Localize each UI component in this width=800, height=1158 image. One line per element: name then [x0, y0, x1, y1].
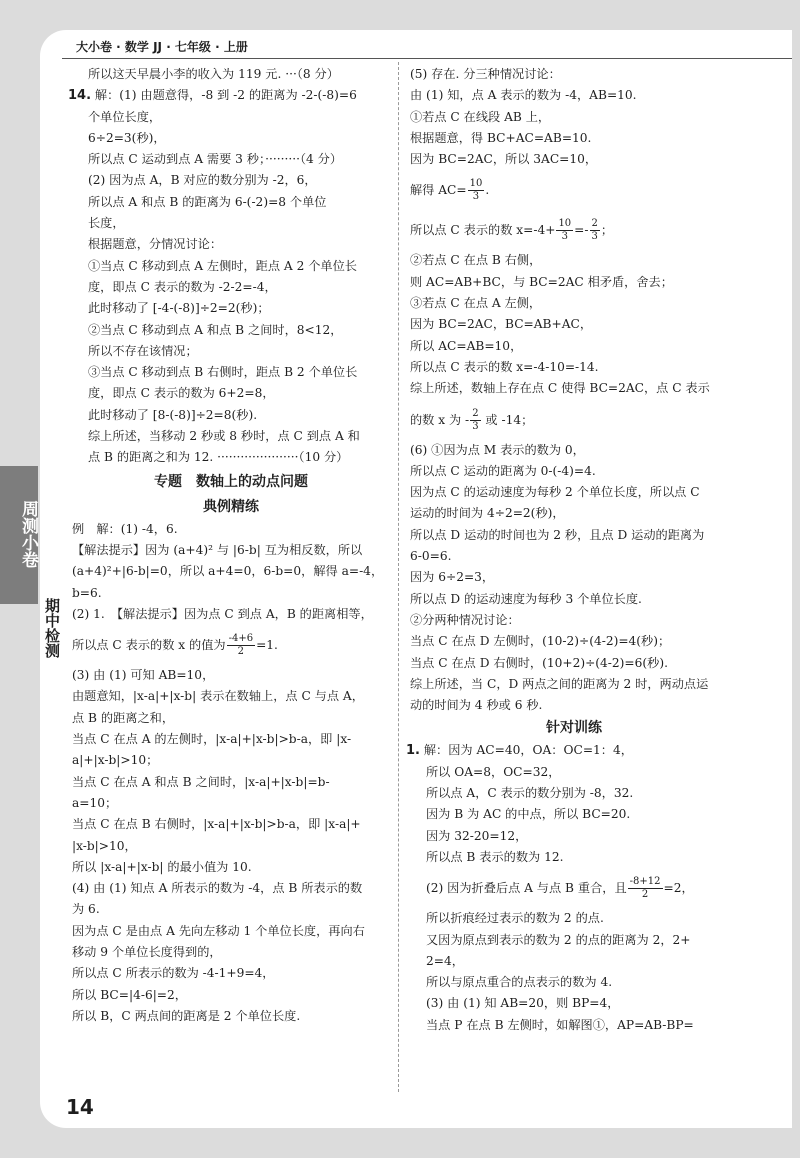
- fraction: [470, 408, 480, 433]
- text-line: (2) 1. 【解法提示】因为点 C 到点 A，B 的距离相等，: [72, 606, 373, 621]
- text-line: 点 B 的距离之和，: [72, 710, 175, 725]
- text-line: 此时移动了 [-4-(-8)]÷2=2(秒)；: [88, 301, 270, 316]
- section-heading: 典例精练: [203, 498, 259, 515]
- fraction: [628, 876, 663, 901]
- text-span: 解得 AC=: [410, 183, 467, 198]
- text-line: 所以点 B 表示的数为 12.: [426, 849, 564, 864]
- text-line: 由 (1) 知，点 A 表示的数为 -4，AB=10.: [410, 88, 637, 103]
- text-line: (a+4)²+|6-b|=0，所以 a+4=0，6-b=0，解得 a=-4，: [72, 564, 384, 579]
- text-line: 当点 C 在点 A 和点 B 之间时，|x-a|+|x-b|=b-: [72, 774, 330, 789]
- side-tab-label: 周测小卷: [18, 500, 38, 568]
- text-line: ①若点 C 在线段 AB 上，: [410, 109, 551, 124]
- text-line: 所以点 C 运动的距离为 0-(-4)=4.: [410, 463, 596, 478]
- fraction-numerator: -8+12: [629, 876, 661, 888]
- text-line: 长度，: [88, 216, 125, 231]
- text-line-fraction: [406, 400, 742, 440]
- text-span: .: [485, 183, 490, 198]
- text-line: 综上所述，当移动 2 秒或 8 秒时，点 C 到点 A 和: [88, 429, 360, 444]
- fraction-denominator: 2: [237, 646, 244, 658]
- text-line: 当点 C 在点 A 的左侧时，|x-a|+|x-b|>b-a，即 |x-: [72, 732, 352, 747]
- text-line: 所以点 D 的运动速度为每秒 3 个单位长度.: [410, 591, 642, 606]
- fraction-numerator: -4+6: [228, 633, 254, 645]
- question-number: 14.: [68, 88, 92, 104]
- side-label-midterm: 期中检测: [43, 598, 61, 658]
- text-span: =2，: [663, 881, 694, 896]
- text-line: (4) 由 (1) 知点 A 所表示的数为 -4，点 B 所表示的数: [72, 881, 363, 896]
- text-line: 所以 AC=AB=10，: [410, 338, 523, 353]
- text-line: 运动的时间为 4÷2=2(秒)，: [410, 506, 565, 521]
- text-line: 2=4，: [426, 953, 464, 968]
- running-header: 大小卷 · 数学 JJ · 七年级 · 上册: [76, 40, 248, 54]
- text-line: ①当点 C 移动到点 A 左侧时，距点 A 2 个单位长: [88, 258, 357, 273]
- text-span: (2) 因为折叠后点 A 与点 B 重合，且: [426, 881, 627, 896]
- fraction: [468, 178, 485, 203]
- text-line: 因为 BC=2AC，BC=AB+AC，: [410, 317, 593, 332]
- text-span: 解：因为 AC=40，OA：OC=1：4，: [419, 743, 633, 758]
- text-line: 因为 BC=2AC，所以 3AC=10，: [410, 152, 598, 167]
- text-line: 个单位长度，: [88, 109, 162, 124]
- text-line: ③若点 C 在点 A 左侧，: [410, 296, 542, 311]
- fraction: [227, 633, 255, 658]
- text-line: 度，即点 C 表示的数为 6+2=8，: [88, 386, 275, 401]
- text-line-fraction: [406, 170, 742, 210]
- text-line: 此时移动了 [8-(-8)]÷2=8(秒).: [88, 407, 258, 422]
- fraction-numerator: 2: [472, 407, 479, 419]
- text-line: 当点 P 在点 B 左侧时，如解图①，AP=AB-BP=: [426, 1017, 694, 1032]
- text-line: 当点 C 在点 D 左侧时，(10-2)÷(4-2)=4(秒)；: [410, 634, 671, 649]
- text-line: (2) 因为点 A，B 对应的数分别为 -2，6，: [88, 173, 317, 188]
- text-line: 所以点 C 所表示的数为 -4-1+9=4，: [72, 966, 275, 981]
- text-span: 所以点 C 表示的数 x 的值为: [72, 638, 226, 653]
- fraction-numerator: 10: [558, 218, 572, 230]
- fraction-numerator: 10: [469, 178, 483, 190]
- left-column: [68, 64, 394, 1027]
- text-line: 当点 C 在点 D 右侧时，(10+2)÷(4-2)=6(秒).: [410, 655, 668, 670]
- text-line: 所以不存在该情况；: [88, 343, 198, 358]
- fraction-denominator: 3: [472, 420, 479, 432]
- text-line: 根据题意，分情况讨论：: [88, 237, 223, 252]
- text-line: 所以 |x-a|+|x-b| 的最小值为 10.: [72, 859, 252, 874]
- text-line: 所以 BC=|4-6|=2，: [72, 987, 187, 1002]
- text-line-fraction: [406, 210, 742, 250]
- text-line: b=6.: [72, 585, 102, 600]
- text-line: 综上所述，当 C，D 两点之间的距离为 2 时，两动点运: [410, 676, 709, 691]
- text-line: 点 B 的距离之和为 12. ·····················（10 分）: [88, 450, 349, 465]
- column-divider: [398, 62, 399, 1092]
- text-line: (5) 存在. 分三种情况讨论：: [410, 67, 561, 81]
- text-line: 综上所述，数轴上存在点 C 使得 BC=2AC，点 C 表示: [410, 381, 710, 396]
- text-line: ③当点 C 移动到点 B 右侧时，距点 B 2 个单位长: [88, 365, 358, 380]
- text-line: 由题意知，|x-a|+|x-b| 表示在数轴上，点 C 与点 A，: [72, 689, 364, 704]
- fraction-numerator: 2: [591, 218, 598, 230]
- text-span: 所以点 C 表示的数 x=-4+: [410, 223, 556, 238]
- text-span: 的数 x 为 -: [410, 412, 470, 427]
- text-line: 所以点 C 表示的数 x=-4-10=-14.: [410, 359, 599, 374]
- side-tab[interactable]: [0, 466, 38, 604]
- section-heading: 针对训练: [546, 720, 602, 737]
- text-line: 所以点 A 和点 B 的距离为 6-(-2)=8 个单位: [88, 194, 327, 209]
- text-line: ②当点 C 移动到点 A 和点 B 之间时，8<12，: [88, 322, 343, 337]
- text-line-fraction: [68, 625, 394, 665]
- text-line: ②分两种情况讨论：: [410, 612, 520, 627]
- text-span: =-: [574, 223, 589, 238]
- topic-heading: 专题 数轴上的动点问题: [154, 473, 308, 490]
- text-line: a=10；: [72, 795, 118, 810]
- text-line: 因为 B 为 AC 的中点，所以 BC=20.: [426, 807, 631, 822]
- header-rule: [62, 58, 792, 59]
- text-line: 所以 OA=8，OC=32，: [426, 764, 561, 779]
- text-line: 因为点 C 是由点 A 先向左移动 1 个单位长度，再向右: [72, 923, 365, 938]
- fraction-denominator: 2: [641, 889, 649, 901]
- text-line: 动的时间为 4 秒或 6 秒.: [410, 698, 543, 713]
- text-line: 根据题意，得 BC+AC=AB=10.: [410, 130, 592, 145]
- text-line: 所以这天早晨小李的收入为 119 元. ···（8 分）: [88, 67, 339, 81]
- text-line: 6-0=6.: [410, 549, 452, 564]
- fraction: [556, 218, 573, 243]
- text-line: 则 AC=AB+BC，与 BC=2AC 相矛盾，舍去；: [410, 274, 673, 289]
- text-line: 所以点 A，C 表示的数分别为 -8，32.: [426, 786, 634, 801]
- text-line: 【解法提示】因为 (a+4)² 与 |6-b| 互为相反数，所以: [72, 542, 363, 557]
- text-span: ；: [600, 223, 614, 238]
- text-line: ②若点 C 在点 B 右侧，: [410, 253, 542, 268]
- text-span: =1.: [256, 638, 278, 653]
- fraction-denominator: 3: [561, 231, 568, 243]
- text-line: 所以点 D 运动的时间也为 2 秒，且点 D 运动的距离为: [410, 527, 705, 542]
- text-line: [68, 85, 394, 106]
- text-line: 所以 B，C 两点间的距离是 2 个单位长度.: [72, 1008, 301, 1023]
- text-line: 因为点 C 的运动速度为每秒 2 个单位长度，所以点 C: [410, 485, 700, 500]
- text-line: (3) 由 (1) 知 AB=20，则 BP=4，: [426, 996, 620, 1011]
- text-line: 当点 C 在点 B 右侧时，|x-a|+|x-b|>b-a，即 |x-a|+: [72, 817, 361, 832]
- text-line: 6÷2=3(秒)，: [88, 130, 166, 145]
- text-line: (3) 由 (1) 可知 AB=10，: [72, 668, 215, 683]
- text-line: 又因为原点到表示的数为 2 的点的距离为 2，2+: [426, 932, 691, 947]
- text-line: 所以与原点重合的点表示的数为 4.: [426, 975, 613, 990]
- fraction: [590, 218, 600, 243]
- text-line: 所以折痕经过表示的数为 2 的点.: [426, 911, 604, 926]
- text-line: 例 解：(1) -4，6.: [72, 521, 178, 536]
- page-number: 14: [66, 1095, 94, 1119]
- text-span: 解：(1) 由题意得，-8 到 -2 的距离为 -2-(-8)=6: [91, 88, 357, 103]
- text-line: 为 6.: [72, 902, 100, 917]
- text-line: 移动 9 个单位长度得到的，: [72, 944, 222, 959]
- text-line: [406, 740, 742, 761]
- text-line: (6) ①因为点 M 表示的数为 0，: [410, 442, 585, 457]
- fraction-denominator: 3: [591, 231, 598, 243]
- question-number: 1.: [406, 743, 420, 759]
- text-line: 所以点 C 运动到点 A 需要 3 秒；·········（4 分）: [88, 152, 343, 167]
- fraction-denominator: 3: [472, 191, 480, 203]
- text-line: |x-b|>10，: [72, 838, 137, 853]
- text-span: 或 -14；: [481, 412, 534, 427]
- text-line: 度，即点 C 表示的数为 -2-2=-4，: [88, 279, 277, 294]
- text-line: 因为 6÷2=3，: [410, 570, 495, 585]
- text-line-fraction: [406, 868, 742, 908]
- right-column: [406, 64, 742, 1036]
- text-line: 因为 32-20=12，: [426, 828, 528, 843]
- text-line: a|+|x-b|>10；: [72, 753, 159, 768]
